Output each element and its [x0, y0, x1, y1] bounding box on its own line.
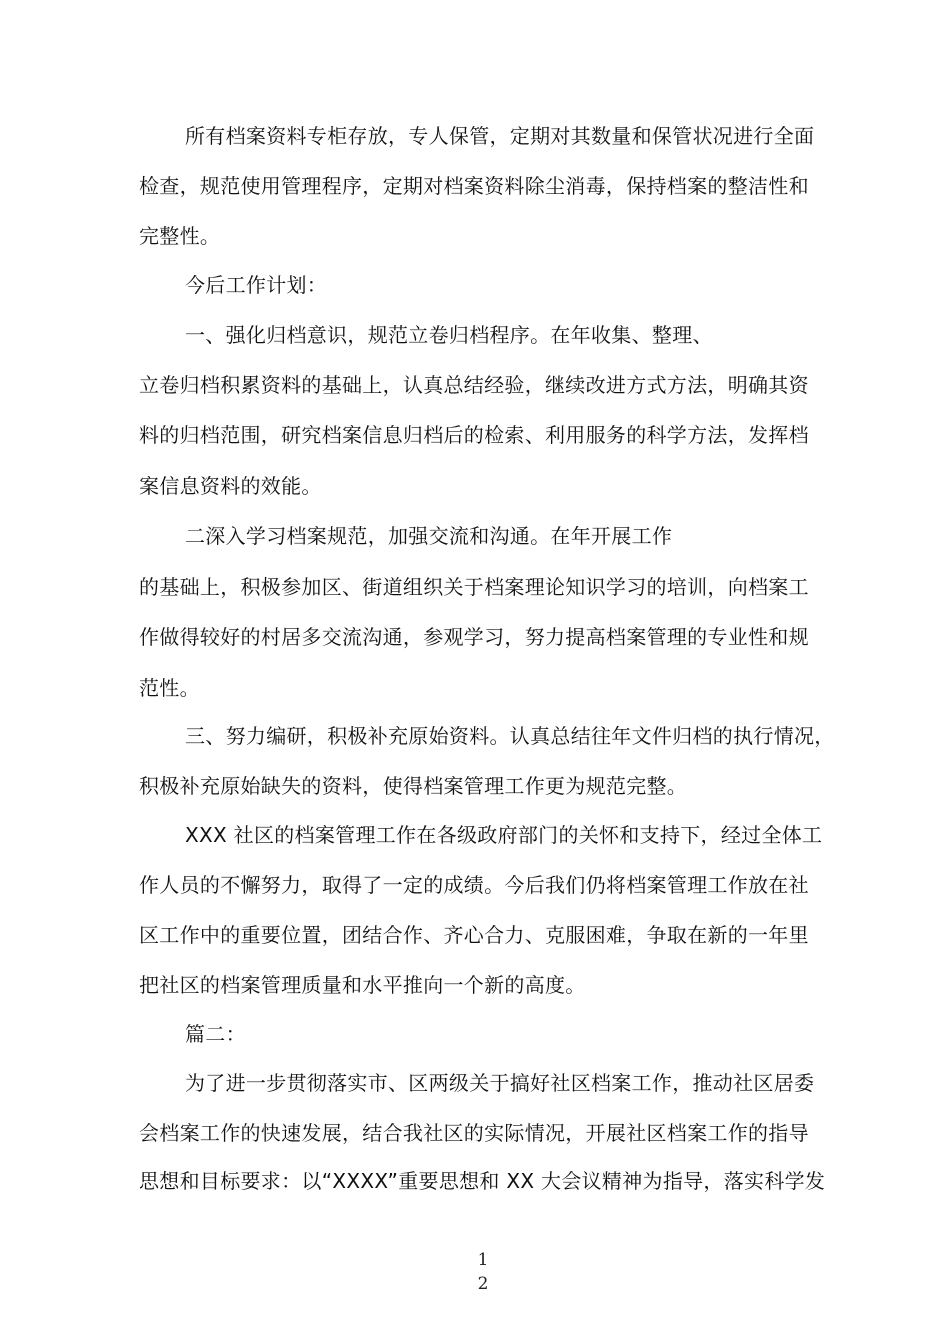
text-line-14: 积极补充原始缺失的资料，使得档案管理工作更为规范完整。	[139, 774, 688, 798]
text-line-21: 会档案工作的快速发展，结合我社区的实际情况，开展社区档案工作的指导	[139, 1121, 809, 1145]
text-line-12: 范性。	[139, 676, 200, 700]
text-line-7: 料的归档范围，研究档案信息归档后的检索、利用服务的科学方法，发挥档	[139, 423, 809, 447]
text-line-1: 所有档案资料专柜存放，专人保管，定期对其数量和保管状况进行全面	[185, 124, 815, 148]
text-line-16: 作人员的不懈努力，取得了一定的成绩。今后我们仍将档案管理工作放在社	[139, 873, 809, 897]
text-line-18: 把社区的档案管理质量和水平推向一个新的高度。	[139, 973, 586, 997]
page-number-total: 2	[477, 1274, 489, 1294]
text-line-2: 检查，规范使用管理程序，定期对档案资料除尘消毒，保持档案的整洁性和	[139, 174, 809, 198]
text-line-13: 三、努力编研，积极补充原始资料。认真总结往年文件归档的执行情况，	[185, 724, 835, 748]
text-line-20: 为了进一步贯彻落实市、区两级关于搞好社区档案工作，推动社区居委	[185, 1071, 815, 1095]
text-line-5: 一、强化归档意识，规范立卷归档程序。在年收集、整理、	[185, 323, 713, 347]
text-line-15: XXX 社区的档案管理工作在各级政府部门的关怀和支持下，经过全体工	[185, 823, 823, 847]
text-line-9: 二深入学习档案规范，加强交流和沟通。在年开展工作	[185, 524, 673, 548]
text-line-3: 完整性。	[139, 224, 221, 248]
text-line-11: 作做得较好的村居多交流沟通，参观学习，努力提高档案管理的专业性和规	[139, 625, 809, 649]
text-line-8: 案信息资料的效能。	[139, 474, 322, 498]
text-line-10: 的基础上，积极参加区、街道组织关于档案理论知识学习的培训，向档案工	[139, 575, 809, 599]
page-number-current: 1	[477, 1250, 489, 1270]
section-heading-plan: 今后工作计划：	[185, 273, 328, 297]
text-line-6: 立卷归档积累资料的基础上，认真总结经验，继续改进方式方法，明确其资	[139, 373, 809, 397]
text-line-22: 思想和目标要求：以“XXXX”重要思想和 XX 大会议精神为指导，落实科学发	[139, 1169, 826, 1193]
text-line-17: 区工作中的重要位置，团结合作、齐心合力、克服困难，争取在新的一年里	[139, 923, 809, 947]
section-heading-part-two: 篇二：	[185, 1022, 246, 1046]
